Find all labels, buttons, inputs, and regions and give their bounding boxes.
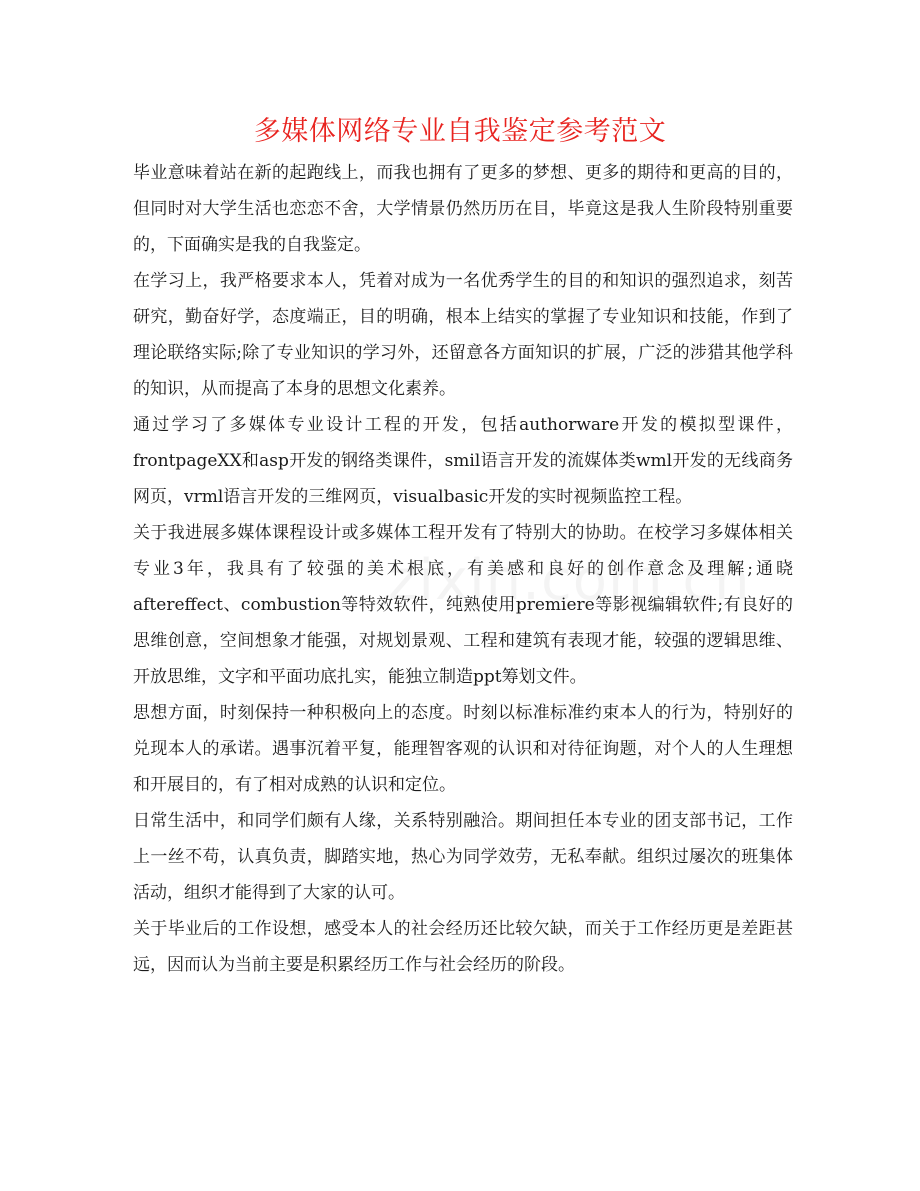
paragraph-projects: 通过学习了多媒体专业设计工程的开发，包括authorware开发的模拟型课件，frontpageXX和asp开发的钢络类课件，smil语言开发的流媒体类wml开发的无线商务网页，vrml语言开发的三维网页，visualbasic开发的实时视频监控工程。 <box>133 415 793 507</box>
paragraph-study: 在学习上，我严格要求本人，凭着对成为一名优秀学生的目的和知识的强烈追求，刻苦研究，勤奋好学，态度端正，目的明确，根本上结实的掌握了专业知识和技能，作到了理论联络实际;除了专业知识的学习外，还留意各方面知识的扩展，广泛的涉猎其他学科的知识，从而提高了本身的思想文化素养。 <box>133 271 793 399</box>
paragraph-life: 日常生活中，和同学们颇有人缘，关系特别融洽。期间担任本专业的团支部书记，工作上一丝不苟，认真负责，脚踏实地，热心为同学效劳，无私奉献。组织过屡次的班集体活动，组织才能得到了大家的认可。 <box>133 811 793 903</box>
document-body <box>133 155 793 983</box>
paragraph-skills: 关于我进展多媒体课程设计或多媒体工程开发有了特别大的协助。在校学习多媒体相关专业3年，我具有了较强的美术根底，有美感和良好的创作意念及理解;通晓aftereffect、combustion等特效软件，纯熟使用premiere等影视编辑软件;有良好的思维创意，空间想象才能强，对规划景观、工程和建筑有表现才能，较强的逻辑思维、开放思维，文字和平面功底扎实，能独立制造ppt筹划文件。 <box>133 523 793 687</box>
paragraph-thought: 思想方面，时刻保持一种积极向上的态度。时刻以标准标准约束本人的行为，特别好的兑现本人的承诺。遇事沉着平复，能理智客观的认识和对待征询题，对个人的人生理想和开展目的，有了相对成熟的认识和定位。 <box>133 703 793 795</box>
paragraph-future: 关于毕业后的工作设想，感受本人的社会经历还比较欠缺，而关于工作经历更是差距甚远，因而认为当前主要是积累经历工作与社会经历的阶段。 <box>133 919 793 975</box>
paragraph-intro: 毕业意味着站在新的起跑线上，而我也拥有了更多的梦想、更多的期待和更高的目的，但同时对大学生活也恋恋不舍，大学情景仍然历历在目，毕竟这是我人生阶段特别重要的，下面确实是我的自我鉴定。 <box>133 163 793 255</box>
document-title: 多媒体网络专业自我鉴定参考范文 <box>253 116 667 147</box>
